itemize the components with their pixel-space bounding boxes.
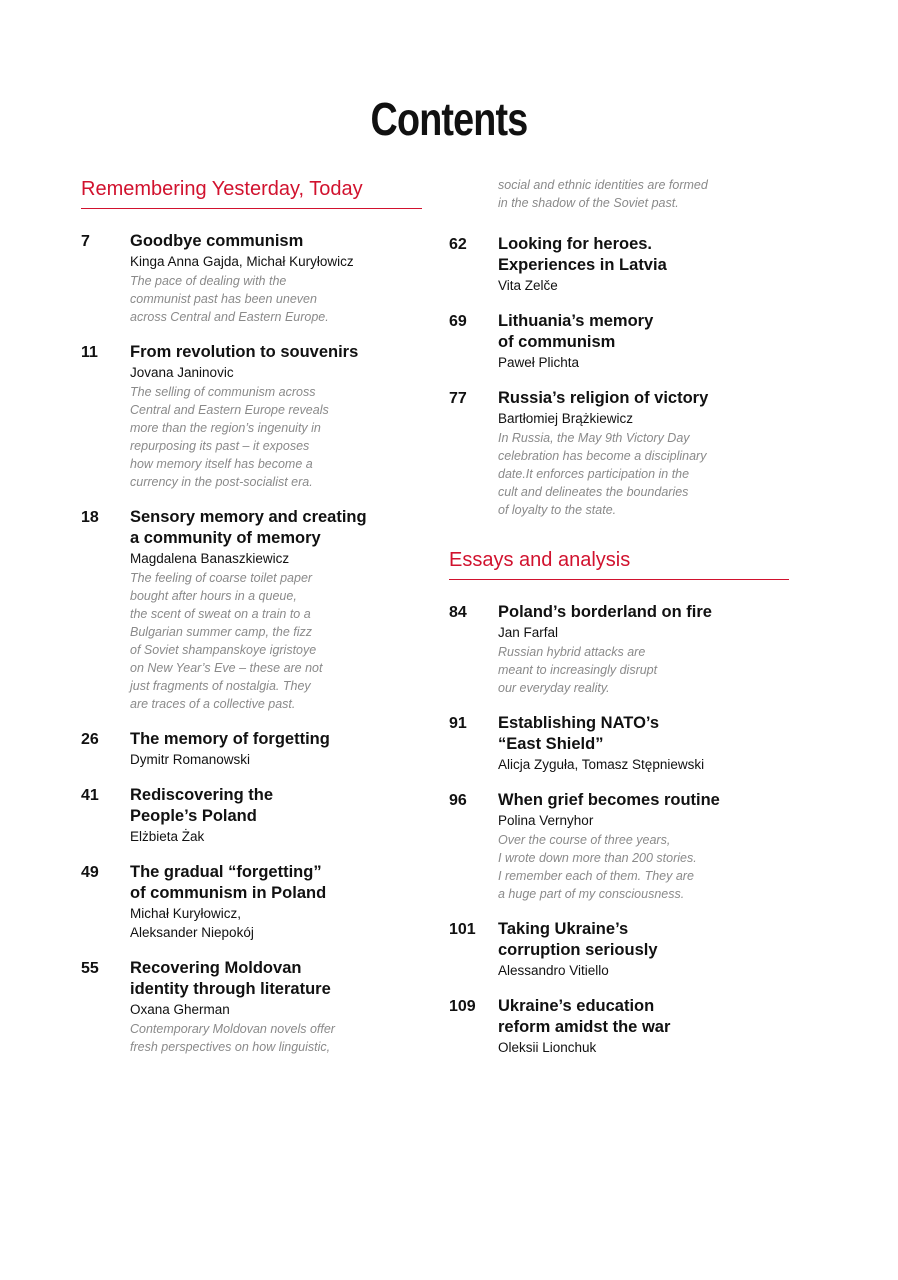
article-author: Alicja Zyguła, Tomasz Stępniewski: [498, 757, 705, 772]
page-number: 101: [449, 921, 476, 938]
article-author: Bartłomiej Brążkiewicz: [498, 411, 634, 426]
article-description: The feeling of coarse toilet paper bought after hours in a queue, the scent of sweat on a train to a Bulgarian summer camp, the fizz of Soviet shampanskoye igristoye on New Year’s Eve – these are not just fragments of nostalgia. They are traces of a collective past.: [130, 571, 323, 711]
page-number: 11: [81, 344, 98, 361]
article-title: Lithuania’s memory of communism: [498, 312, 654, 351]
page-number: 7: [81, 233, 90, 250]
section-heading-essays: Essays and analysis: [449, 547, 789, 580]
article-title: Establishing NATO’s “East Shield”: [498, 714, 660, 753]
article-title: Looking for heroes. Experiences in Latvia: [498, 235, 667, 274]
article-description: In Russia, the May 9th Victory Day celebration has become a disciplinary date.It enforces participation in the cult and delineates the boundaries of loyalty to the state.: [498, 431, 707, 517]
toc-entry[interactable]: [81, 342, 422, 491]
article-author: Elżbieta Żak: [130, 829, 205, 844]
toc-entry[interactable]: [81, 862, 422, 942]
article-title: The memory of forgetting: [130, 730, 330, 748]
entries-remembering-continued: [449, 234, 789, 519]
toc-entry[interactable]: [449, 713, 789, 774]
toc-entry[interactable]: [81, 507, 422, 713]
article-title: When grief becomes routine: [498, 791, 720, 809]
article-description: The pace of dealing with the communist past has been uneven across Central and Eastern Europe.: [130, 274, 329, 324]
article-title: From revolution to souvenirs: [130, 343, 359, 361]
page-number: 41: [81, 787, 99, 804]
page-number: 77: [449, 390, 467, 407]
page-number: 109: [449, 998, 476, 1015]
article-description: Russian hybrid attacks are meant to increasingly disrupt our everyday reality.: [498, 645, 658, 695]
article-author: Magdalena Banaszkiewicz: [130, 551, 290, 566]
article-author: Vita Zelče: [498, 278, 558, 293]
article-description: Contemporary Moldovan novels offer fresh perspectives on how linguistic,: [130, 1022, 335, 1054]
article-description: The selling of communism across Central and Eastern Europe reveals more than the region’s ingenuity in repurposing its past – it exposes how memory itself has become a currency in the post-socialist era.: [130, 385, 329, 489]
page-number: 96: [449, 792, 467, 809]
article-title: Ukraine’s education reform amidst the war: [498, 997, 671, 1036]
article-title: Goodbye communism: [130, 232, 304, 250]
page-number: 84: [449, 604, 467, 621]
page-number: 91: [449, 715, 467, 732]
page-number: 69: [449, 313, 467, 330]
article-author: Jovana Janinovic: [130, 365, 234, 380]
article-author: Paweł Plichta: [498, 355, 580, 370]
article-title: Russia’s religion of victory: [498, 389, 709, 407]
toc-entry[interactable]: [449, 790, 789, 903]
toc-entry[interactable]: [81, 231, 422, 326]
toc-entry[interactable]: [81, 958, 422, 1056]
toc-entry[interactable]: [449, 602, 789, 697]
article-title: Rediscovering the People’s Poland: [130, 786, 274, 825]
page-number: 26: [81, 731, 99, 748]
toc-entry[interactable]: [449, 234, 789, 295]
article-title: Sensory memory and creating a community of memory: [130, 508, 367, 547]
toc-entry[interactable]: [449, 388, 789, 519]
article-author: Jan Farfal: [498, 625, 559, 640]
section-heading-remembering: Remembering Yesterday, Today: [81, 176, 422, 209]
page-number: 18: [81, 509, 99, 526]
article-title: Recovering Moldovan identity through literature: [130, 959, 331, 998]
entries-remembering: [81, 231, 422, 1056]
article-author: Oxana Gherman: [130, 1002, 230, 1017]
page-number: 49: [81, 864, 99, 881]
article-title: Taking Ukraine’s corruption seriously: [498, 920, 658, 959]
article-author: Oleksii Lionchuk: [498, 1040, 597, 1055]
article-author: Michał Kuryłowicz, Aleksander Niepokój: [130, 906, 254, 940]
article-author: Kinga Anna Gajda, Michał Kuryłowicz: [130, 254, 354, 269]
page-title: Contents: [370, 93, 528, 145]
continued-description: social and ethnic identities are formed in the shadow of the Soviet past.: [498, 178, 708, 210]
page-number: 62: [449, 236, 467, 253]
article-title: The gradual “forgetting” of communism in Poland: [130, 863, 327, 902]
article-author: Dymitr Romanowski: [130, 752, 251, 767]
toc-entry[interactable]: [81, 729, 422, 769]
article-title: Poland’s borderland on fire: [498, 603, 712, 621]
contents-column-right: [449, 176, 789, 1073]
toc-entry[interactable]: [449, 919, 789, 980]
toc-entry[interactable]: [81, 785, 422, 846]
article-description: Over the course of three years, I wrote down more than 200 stories. I remember each of them. They are a huge part of my consciousness.: [498, 833, 697, 901]
toc-entry[interactable]: [449, 311, 789, 372]
page-number: 55: [81, 960, 99, 977]
entries-essays: [449, 602, 789, 1057]
article-author: Polina Vernyhor: [498, 813, 594, 828]
article-author: Alessandro Vitiello: [498, 963, 609, 978]
toc-entry[interactable]: [449, 996, 789, 1057]
contents-column-left: [81, 176, 422, 1072]
